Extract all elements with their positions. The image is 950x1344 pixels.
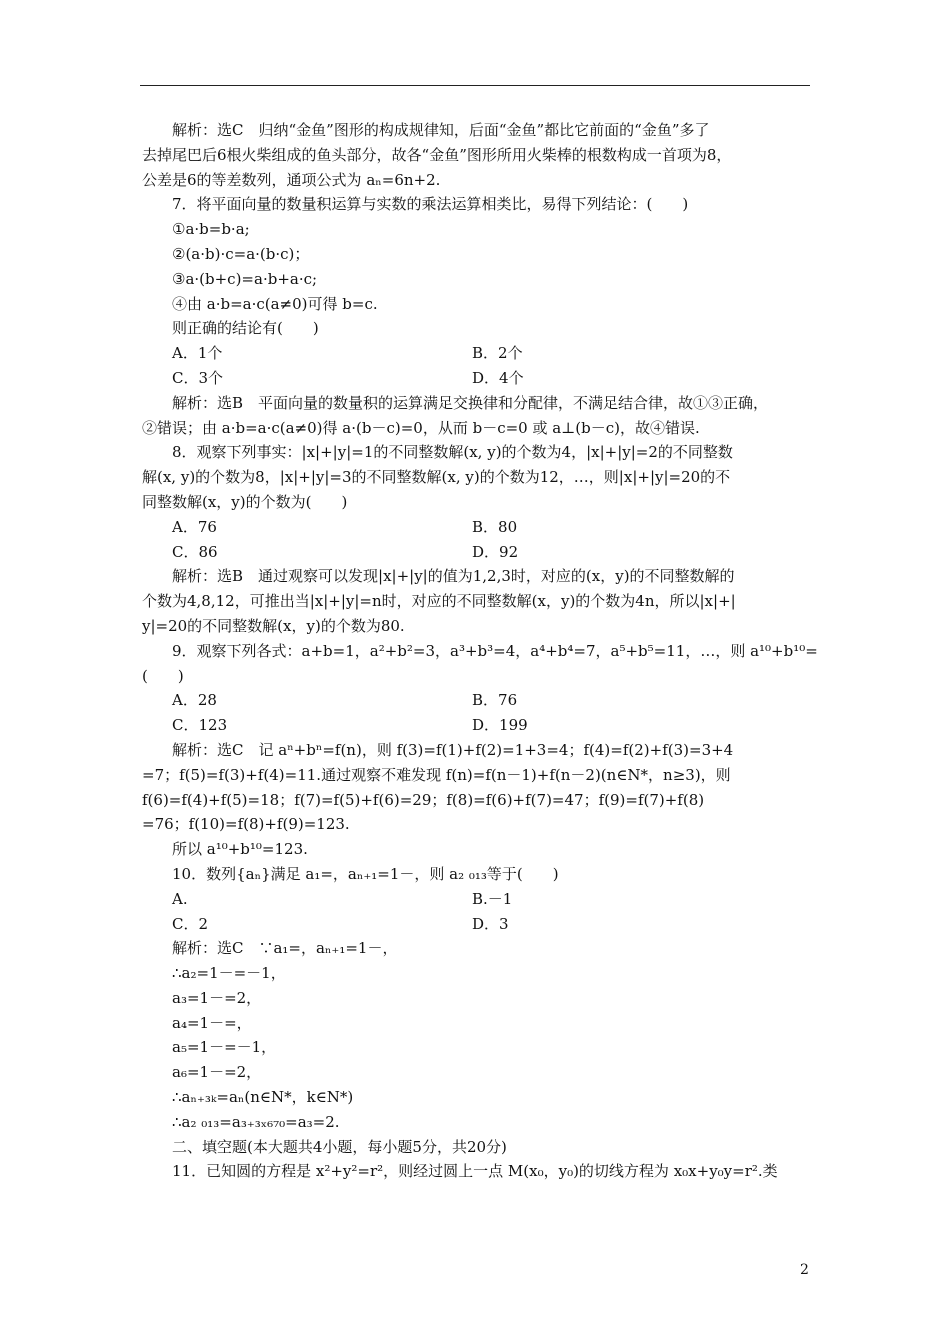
text-line: a₄=1－=， [172,1013,252,1032]
text-line: ③a·(b+c)=a·b+a·c; [172,269,318,288]
text-line: ∴a₂=1－=－1， [172,964,286,983]
text-line: a₅=1－=－1， [172,1038,277,1057]
text-line: 解析：选C 归纳“金鱼”图形的构成规律知，后面“金鱼”都比它前面的“金鱼”多了 [172,121,710,139]
text-line: 9．观察下列各式：a+b=1，a²+b²=3，a³+b³=4，a⁴+b⁴=7，a⁵+b⁵=11，…，则 a¹⁰+b¹⁰= [172,641,818,660]
answer-option: D．199 [472,716,528,735]
text-line: 个数为4,8,12，可推出当|x|+|y|=n时，对应的不同整数解(x，y)的个数为4n，所以|x|+| [142,592,736,611]
answer-option: C．86 [172,542,218,561]
text-line: 7．将平面向量的数量积运算与实数的乘法运算相类比，易得下列结论：( ) [172,195,689,214]
text-line: 解析：选B 通过观察可以发现|x|+|y|的值为1,2,3时，对应的(x，y)的不同整数解的 [172,567,735,586]
text-line: a₃=1－=2， [172,988,262,1007]
answer-option: D．4个 [472,368,524,387]
text-line: 8．观察下列事实：|x|+|y|=1的不同整数解(x, y)的个数为4，|x|+|y|=2的不同整数 [172,443,733,462]
answer-options [142,688,810,713]
answer-options [142,366,810,391]
answer-options [142,540,810,565]
text-line: ∴aₙ₊₃ₖ=aₙ(n∈N*，k∈N*) [172,1088,354,1107]
text-line: 所以 a¹⁰+b¹⁰=123. [172,840,308,859]
text-line: 则正确的结论有( ) [172,319,319,338]
header-rule [140,85,810,86]
answer-option: B．80 [472,517,518,536]
text-line: 同整数解(x，y)的个数为( ) [142,492,348,511]
answer-option: A．76 [172,517,217,536]
text-line: =7；f(5)=f(3)+f(4)=11.通过观察不难发现 f(n)=f(n－1)+f(n－2)(n∈N*，n≥3)，则 [142,765,731,784]
answer-options [142,713,810,738]
text-line: y|=20的不同整数解(x，y)的个数为80. [142,616,405,635]
answer-option: B．76 [472,691,518,710]
text-line: ②(a·b)·c=a·(b·c)； [172,244,310,263]
page-number: 2 [800,1262,809,1278]
answer-option: A．1个 [172,344,223,363]
text-line: ∴a₂ ₀₁₃=a₃₊₃ₓ₆₇₀=a₃=2. [172,1112,340,1131]
text-line: 解析：选B 平面向量的数量积的运算满足交换律和分配律，不满足结合律，故①③正确， [172,393,769,412]
answer-option: A．28 [172,691,217,710]
text-line: 去掉尾巴后6根火柴组成的鱼头部分，故各“金鱼”图形所用火柴棒的根数构成一首项为8， [142,145,732,164]
text-line: 解析：选C 记 aⁿ+bⁿ=f(n)，则 f(3)=f(1)+f(2)=1+3=4；f(4)=f(2)+f(3)=3+4 [172,740,734,759]
answer-option: B.－1 [472,889,513,908]
page-body [142,118,818,1184]
answer-options [142,887,810,912]
text-line: 二、填空题(本大题共4小题，每小题5分，共20分) [172,1137,507,1156]
text-line: f(6)=f(4)+f(5)=18；f(7)=f(5)+f(6)=29；f(8)=f(6)+f(7)=47；f(9)=f(7)+f(8) [142,790,705,809]
text-line: =76；f(10)=f(8)+f(9)=123. [142,815,350,834]
answer-option: B．2个 [472,344,523,363]
answer-option: C．3个 [172,368,224,387]
text-line: ④由 a·b=a·c(a≠0)可得 b=c. [172,294,378,313]
text-line: 公差是6的等差数列，通项公式为 aₙ=6n+2. [142,170,441,189]
answer-options [142,515,810,540]
text-line: ①a·b=b·a; [172,220,250,239]
text-line: ( ) [142,666,184,685]
text-line: 解析：选C ∵a₁=，aₙ₊₁=1－， [172,939,398,958]
text-line: 11．已知圆的方程是 x²+y²=r²，则经过圆上一点 M(x₀，y₀)的切线方程为 x₀x+y₀y=r².类 [172,1162,778,1181]
answer-options [142,341,810,366]
answer-option: D．3 [472,914,509,933]
text-line: a₆=1－=2， [172,1063,262,1082]
answer-option: D．92 [472,542,519,561]
answer-options [142,912,810,937]
text-line: 10．数列{aₙ}满足 a₁=，aₙ₊₁=1－，则 a₂ ₀₁₃等于( ) [172,864,559,883]
text-line: 解(x, y)的个数为8，|x|+|y|=3的不同整数解(x, y)的个数为12，…，则|x|+|y|=20的不 [142,468,731,487]
text-line: ②错误；由 a·b=a·c(a≠0)得 a·(b－c)=0，从而 b－c=0 或 a⊥(b－c)，故④错误. [142,418,700,437]
answer-option: A. [172,889,188,908]
answer-option: C．123 [172,716,228,735]
answer-option: C．2 [172,914,209,933]
